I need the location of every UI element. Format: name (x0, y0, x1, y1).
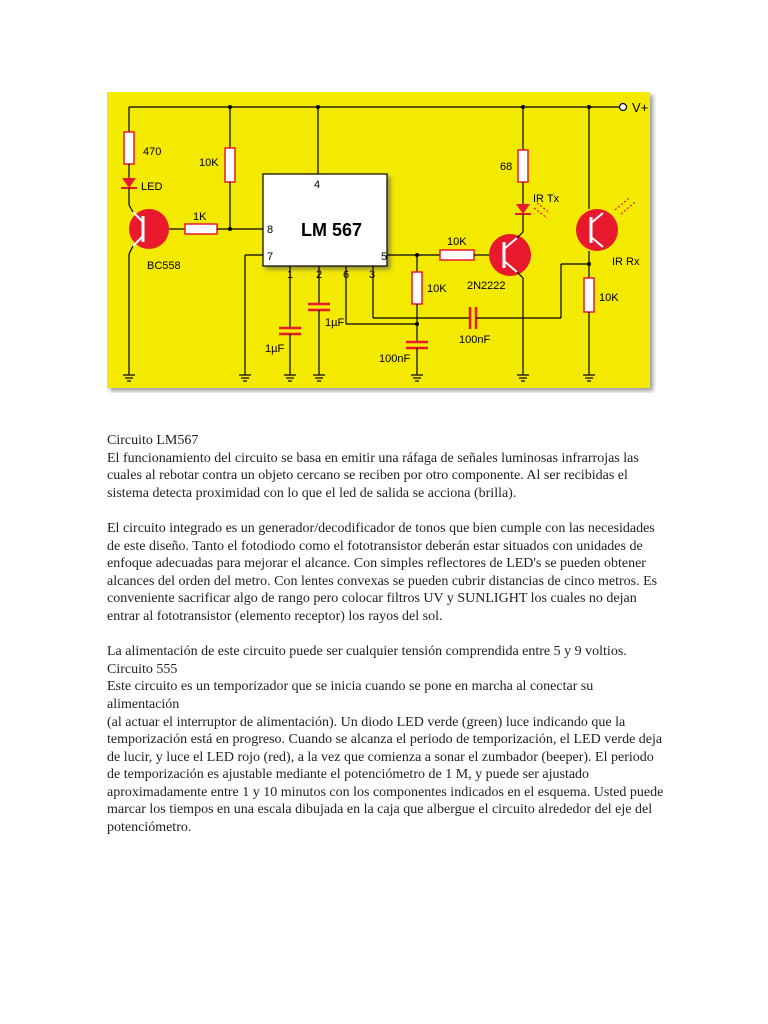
paragraph-4-line: de lucir, y luce el LED rojo (red), a la vez que comienza a sonar el zumbador (beeper). El periodo (107, 749, 654, 765)
led-output-label: LED (141, 181, 163, 193)
paragraph-2-line: alcances del orden del metro. Con lentes convexas se pueden cubrir distancias de cinco metros. Es (107, 573, 658, 589)
resistor-68-label: 68 (500, 161, 513, 173)
paragraph-4-line: marcar los tiempos en una escala dibujada en la caja que albergue el circuito alrededor del eje del (107, 802, 653, 818)
section-title-lm567: Circuito LM567 (107, 433, 199, 448)
paragraph-1-line: El funcionamiento del circuito se basa en emitir una ráfaga de señales luminosas infrarrojas las (107, 450, 639, 466)
ir-rx-label: IR Rx (612, 256, 640, 268)
paragraph-2-line: El circuito integrado es un generador/decodificador de tonos que bien cumple con las necesidades (107, 520, 655, 536)
paragraph-4-line: aproximadamente entre 1 y 10 minutos con los componentes indicados en el esquema. Usted puede (107, 784, 664, 800)
resistor-1k-label: 1K (193, 211, 207, 223)
resistor-10k-mid-label: 10K (427, 283, 447, 295)
paragraph-1-line: cuales al rebotar contra un objeto cercano se reciben por otro componente. Al ser recibidas el (107, 468, 628, 484)
resistor-470-label: 470 (143, 146, 162, 158)
ir-tx-label: IR Tx (533, 193, 560, 205)
pin-4-label: 4 (314, 179, 321, 191)
paragraph-2-line: entrar al fototransistor (elemento receptor) los rayos del sol. (107, 608, 443, 624)
transistor-2n2222 (489, 234, 531, 276)
resistor-10k-top-label: 10K (199, 157, 219, 169)
paragraph-4 (107, 678, 667, 836)
paragraph-4-line: Este circuito es un temporizador que se inicia cuando se pone en marcha al conectar su alimentación (107, 679, 594, 712)
section-title-555: Circuito 555 (107, 661, 178, 677)
capacitor-100nf-a-label: 100nF (379, 353, 411, 365)
paragraph-2-line: de este diseño. Tanto el fotodiodo como el fototransistor deberán estar situados con unidades de (107, 538, 643, 554)
paragraph-4-line: (al actuar el interruptor de alimentación). Un diodo LED verde (green) luce indicando que la (107, 714, 626, 730)
vplus-label: V+ (632, 100, 649, 115)
pin-3-label: 3 (369, 269, 376, 281)
pin-2-label: 2 (316, 269, 323, 281)
transistor-bc558-label: BC558 (147, 260, 181, 272)
phototransistor-ir-rx (576, 209, 618, 251)
paragraph-2-line: conveniente sacrificar algo de rango pero colocar filtros UV y SUNLIGHT los cuales no dejan (107, 591, 637, 607)
resistor-10k-base (440, 250, 474, 260)
pin-5-label: 5 (381, 251, 388, 263)
capacitor-1uf-a-label: 1µF (265, 343, 285, 355)
pin-1-label: 1 (287, 269, 294, 281)
resistor-10k-top (225, 148, 235, 182)
pin-7-label: 7 (267, 251, 274, 263)
paragraph-3: La alimentación de este circuito puede ser cualquier tensión comprendida entre 5 y 9 voltios. (107, 644, 627, 660)
chip-lm567-name: LM 567 (301, 220, 363, 240)
resistor-10k-right (584, 278, 594, 312)
resistor-10k-mid (412, 272, 422, 304)
resistor-68 (518, 150, 528, 182)
transistor-2n2222-label: 2N2222 (467, 280, 506, 292)
pin-8-label: 8 (267, 224, 274, 236)
document-body (107, 432, 667, 837)
circuit-schematic (107, 92, 656, 393)
paragraph-1 (107, 450, 667, 503)
resistor-1k (185, 224, 217, 234)
paragraph-2-line: enfoque adecuadas para mejorar el alcance. Con simples reflectores de LED's se pueden obtener (107, 556, 646, 572)
paragraph-1-line: sistema detecta proximidad con lo que el led de salida se acciona (brilla). (107, 485, 517, 501)
capacitor-100nf-b-label: 100nF (459, 334, 491, 346)
paragraph-4-line: temporización está en progreso. Cuando se alcanza el periodo de temporización, el LED verde deja (107, 732, 663, 748)
vplus-terminal (620, 104, 627, 111)
paragraph-4-line: de temporización es ajustable mediante el potenciómetro de 1 M, y puede ser ajustado (107, 767, 590, 783)
resistor-470 (124, 132, 134, 164)
schematic-svg (107, 92, 656, 393)
capacitor-1uf-b-label: 1µF (325, 317, 345, 329)
paragraph-4-line: potenciómetro. (107, 820, 192, 836)
paragraph-2 (107, 520, 667, 626)
pin-6-label: 6 (343, 269, 350, 281)
resistor-10k-base-label: 10K (447, 236, 467, 248)
resistor-10k-right-label: 10K (599, 292, 619, 304)
